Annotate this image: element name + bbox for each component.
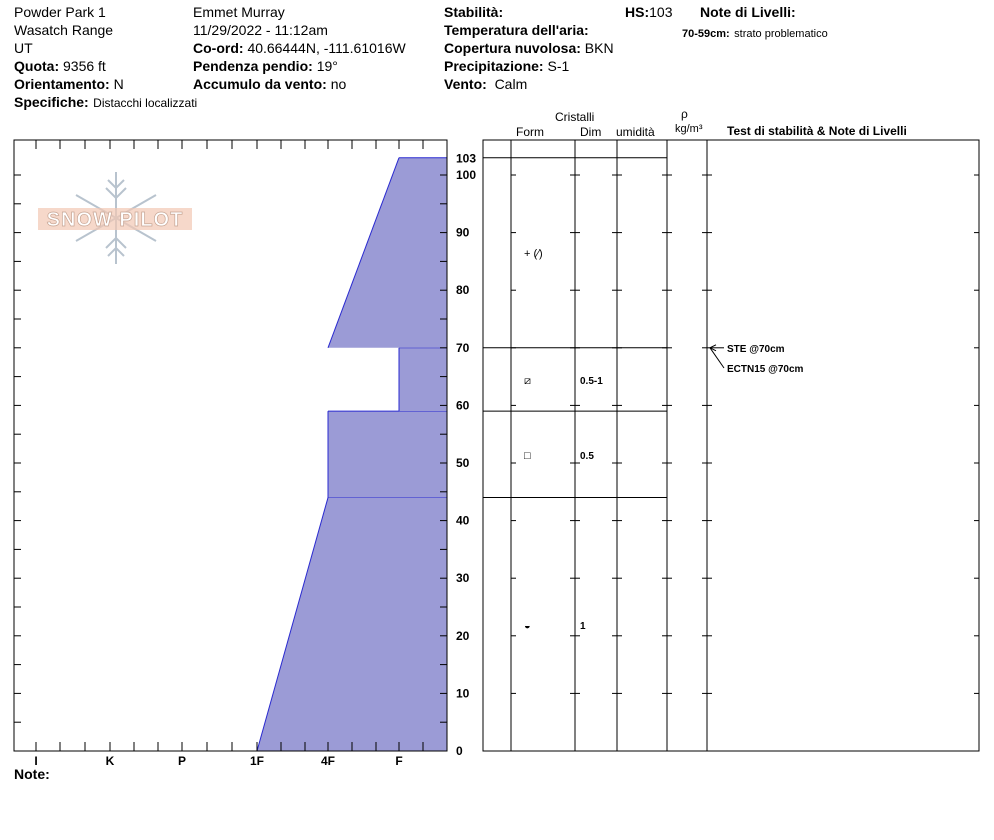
hardness-segment [328, 411, 447, 497]
test-pointer [710, 348, 724, 368]
tests-header: Test di stabilità & Note di Livelli [727, 124, 907, 138]
depth-label: 20 [456, 628, 470, 643]
elevation-value: 9356 ft [63, 58, 106, 74]
depth-label-top: 103 [456, 151, 477, 166]
depth-label: 70 [456, 340, 470, 355]
air-temp-label: Temperatura dell'aria: [444, 22, 589, 38]
layer-note-text: strato problematico [734, 28, 828, 40]
size-header: Dim [580, 125, 602, 139]
layer-note-range: 70-59cm: [682, 28, 730, 40]
state: UT [14, 40, 33, 56]
depth-label: 90 [456, 225, 470, 240]
form-header: Form [516, 125, 544, 139]
wind-loading-label: Accumulo da vento: [193, 76, 327, 92]
observation-datetime: 11/29/2022 - 11:12am [193, 22, 328, 38]
density-unit-header: kg/m³ [675, 123, 703, 135]
grain-size: 1 [580, 621, 586, 632]
depth-label: 50 [456, 456, 470, 470]
depth-label: 100 [456, 168, 477, 182]
wind-value: Calm [494, 76, 528, 92]
grain-form: ◒ [524, 620, 531, 632]
cloud-label: Copertura nuvolosa: [444, 40, 581, 56]
hardness-label: K [105, 754, 115, 768]
wind-label: Vento: [444, 76, 487, 92]
cloud-value: BKN [584, 40, 614, 56]
hardness-segment [257, 498, 447, 751]
aspect-label: Orientamento: [14, 76, 110, 92]
mountain-range: Wasatch Range [14, 22, 114, 38]
location-name: Powder Park 1 [14, 4, 106, 20]
specifics-label: Specifiche: [14, 94, 89, 110]
hardness-label: F [395, 754, 403, 768]
hardness-label: I [34, 754, 38, 768]
notes-label: Note: [14, 766, 50, 782]
coords-value: 40.66444N, -111.61016W [247, 40, 406, 56]
hs-value: 103 [649, 4, 673, 20]
depth-label: 40 [456, 513, 470, 528]
rho-header: ρ [681, 107, 688, 121]
wind-loading-value: no [330, 76, 347, 92]
stability-label: Stabilità: [444, 4, 504, 20]
stability-test-label: STE @70cm [727, 344, 785, 355]
layer-notes-label: Note di Livelli: [700, 4, 796, 20]
depth-label: 0 [456, 744, 463, 758]
grain-size: 0.5 [580, 451, 594, 462]
stability-test-label: ECTN15 @70cm [727, 364, 804, 375]
aspect-value: N [113, 76, 124, 92]
moisture-header: umidità [616, 125, 655, 139]
crystals-header: Cristalli [555, 110, 595, 124]
grain-form: + (⁄) [524, 248, 543, 260]
depth-label: 60 [456, 398, 470, 413]
grain-form: ⧄ [524, 375, 531, 387]
hardness-label: 1F [249, 754, 265, 768]
logo-text: SNOW PILOT [46, 209, 184, 231]
hardness-label: P [177, 754, 187, 768]
hardness-segment [399, 348, 447, 411]
hs-label: HS: [625, 4, 650, 20]
grain-size: 0.5-1 [580, 376, 603, 387]
observer-name: Emmet Murray [193, 4, 285, 20]
depth-label: 10 [456, 686, 470, 701]
layer-table-frame [483, 140, 979, 751]
specifics-value: Distacchi localizzati [93, 96, 198, 110]
precip-value: S-1 [547, 58, 570, 74]
precip-label: Precipitazione: [444, 58, 544, 74]
elevation-label: Quota: [14, 58, 60, 74]
depth-label: 80 [456, 283, 470, 298]
coords-label: Co-ord: [193, 40, 244, 56]
hardness-segment [328, 158, 447, 348]
grain-form: □ [524, 450, 531, 462]
depth-label: 30 [456, 571, 470, 586]
slope-label: Pendenza pendio: [193, 58, 313, 74]
slope-value: 19° [316, 58, 338, 74]
hardness-label: 4F [320, 754, 336, 768]
